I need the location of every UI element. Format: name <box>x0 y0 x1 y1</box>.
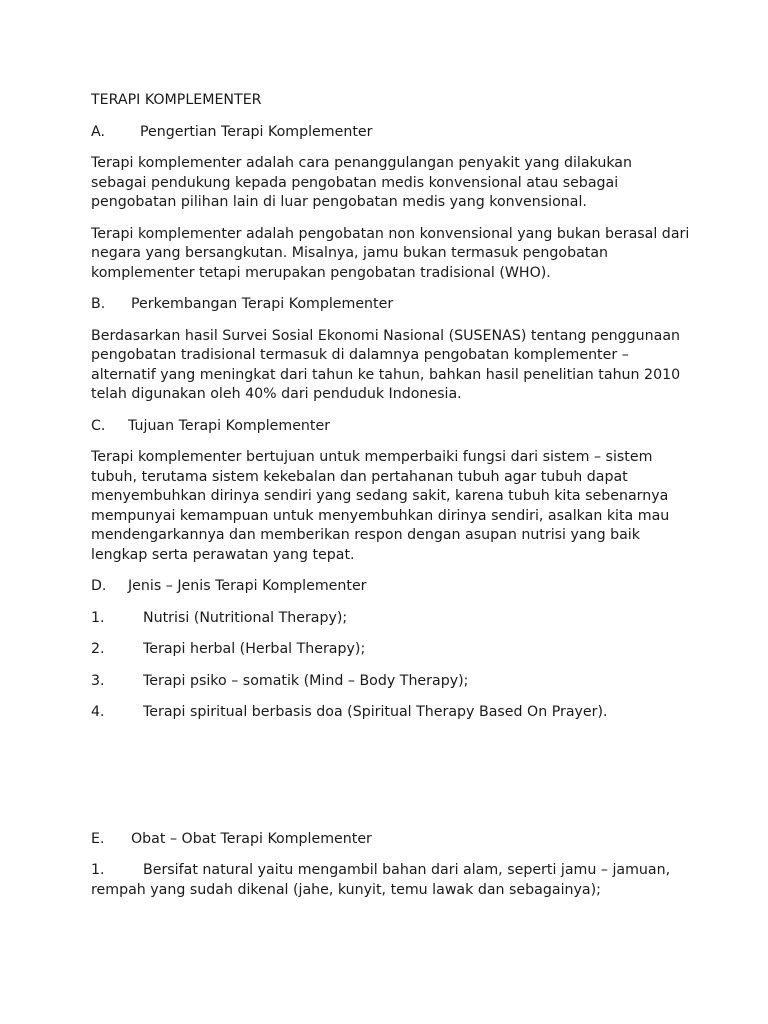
list-item <box>91 861 691 900</box>
list-item-number: 1. <box>91 609 105 626</box>
list-item <box>91 640 691 660</box>
section-e-heading <box>91 830 691 850</box>
section-c-label: C. <box>91 417 106 434</box>
list-item-text: Terapi herbal (Herbal Therapy); <box>143 641 366 657</box>
section-b-title: Perkembangan Terapi Komplementer <box>131 296 394 312</box>
section-e-title: Obat – Obat Terapi Komplementer <box>131 830 372 847</box>
section-b-label: B. <box>91 296 106 312</box>
section-b-heading <box>91 295 691 315</box>
list-item-number: 3. <box>91 672 105 689</box>
paragraph: Terapi komplementer adalah cara penanggulangan penyakit yang dilakukan sebagai pendukung kepada pengobatan medis konvensional atau sebagai pengobatan pilihan lain di luar pengobatan medis yang konvensional. <box>91 155 632 210</box>
list-item-number: 1. <box>91 862 105 878</box>
document-body <box>91 91 691 912</box>
list-item-text: Terapi spiritual berbasis doa (Spiritual Therapy Based On Prayer). <box>143 704 608 720</box>
section-a-title: Pengertian Terapi Komplementer <box>140 123 373 140</box>
blank-space <box>91 735 691 830</box>
section-d-label: D. <box>91 578 107 594</box>
list-item-number: 2. <box>91 641 105 657</box>
section-e-label: E. <box>91 830 105 847</box>
section-d-title: Jenis – Jenis Terapi Komplementer <box>128 578 367 594</box>
list-item <box>91 609 691 629</box>
document-title: TERAPI KOMPLEMENTER <box>91 92 262 108</box>
section-d-heading <box>91 577 691 597</box>
paragraph: Terapi komplementer adalah pengobatan non konvensional yang bukan berasal dari negara yang bersangkutan. Misalnya, jamu bukan termasuk pengobatan komplementer tetapi merupakan pengobatan tradisional (WHO). <box>91 225 690 281</box>
list-item-number: 4. <box>91 704 105 720</box>
list-item <box>91 703 691 723</box>
section-c-title: Tujuan Terapi Komplementer <box>128 417 331 434</box>
list-item <box>91 672 691 692</box>
paragraph: Berdasarkan hasil Survei Sosial Ekonomi Nasional (SUSENAS) tentang penggunaan pengobatan tradisional termasuk di dalamnya pengobatan komplementer – alternatif yang meningkat dari tahun ke tahun, bahkan hasil penelitian tahun 2010 telah digunakan oleh 40% dari penduduk Indonesia. <box>91 327 681 402</box>
list-item-text: Nutrisi (Nutritional Therapy); <box>143 609 348 626</box>
list-item-text: Bersifat natural yaitu mengambil bahan dari alam, seperti jamu – jamuan, rempah yang sudah dikenal (jahe, kunyit, temu lawak dan sebagainya); <box>91 862 671 898</box>
section-a-heading <box>91 123 691 143</box>
paragraph: Terapi komplementer bertujuan untuk memperbaiki fungsi dari sistem – sistem tubuh, terutama sistem kekebalan dan pertahanan tubuh agar tubuh dapat menyembuhkan dirinya sendiri yang sedang sakit, karena tubuh kita sebenarnya mempunyai kemampuan untuk menyembuhkan dirinya sendiri, asalkan kita mau mendengarkannya dan memberikan respon dengan asupan nutrisi yang baik lengkap serta perawatan yang tepat. <box>91 449 670 563</box>
section-c-heading <box>91 417 691 437</box>
list-item-text: Terapi psiko – somatik (Mind – Body Therapy); <box>143 672 469 689</box>
section-a-label: A. <box>91 123 105 140</box>
